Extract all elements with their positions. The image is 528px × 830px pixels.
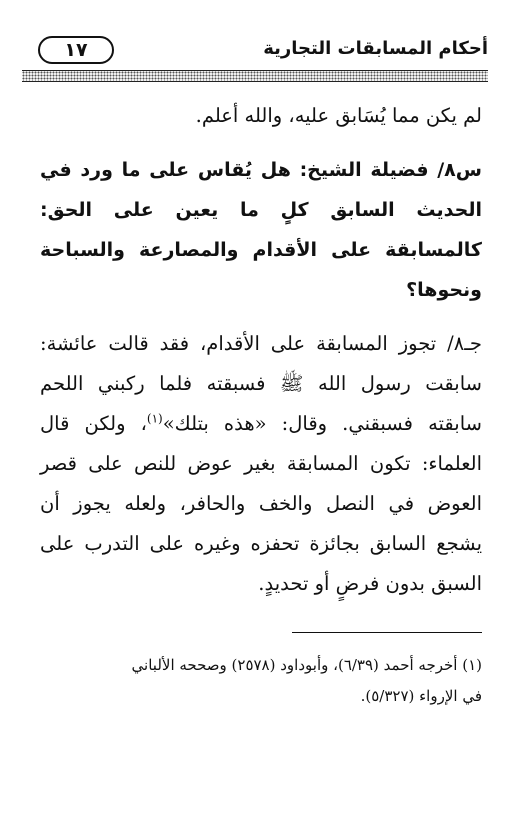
footnote-line: (١) أخرجه أحمد (٦/٣٩)، وأبوداود (٢٥٧٨) وصححه الألباني: [131, 656, 482, 674]
paragraph-gap: [40, 136, 482, 150]
answer-text: جـ٨/ تجوز المسابقة على الأقدام، فقد قالت عائشة: سابقت رسول الله ﷺ فسبقته فلما ركبني اللحم سابقته فسبقني. وقال: «هذه بتلك»: [40, 332, 482, 435]
footnote-reference: (١): [146, 411, 163, 426]
footnote-line: في الإرواء (٥/٣٢٧).: [360, 687, 482, 705]
intro-line: لم يكن مما يُسَابق عليه، والله أعلم.: [195, 104, 482, 127]
body-text: [40, 96, 482, 604]
page-header: [22, 30, 488, 74]
header-divider: [22, 70, 488, 82]
running-title: أحكام المسابقات التجارية: [263, 38, 488, 59]
footnote: [40, 650, 482, 712]
answer-text-continued: ، ولكن قال العلماء: تكون المسابقة بغير عوض للنص على قصر العوض في النصل والخف والحافر، ولعله يجوز أن يشجع السابق بجائزة تحفزه وغيره على التدرب على السبق بدون فرضٍ أو تحديدٍ.: [40, 412, 482, 595]
paragraph-gap: [40, 310, 482, 324]
footnote-divider: [292, 632, 482, 633]
question-paragraph: س٨/ فضيلة الشيخ: هل يُقاس على ما ورد في الحديث السابق كلٍ ما يعين على الحق: كالمسابقة على الأقدام والمصارعة والسباحة ونحوها؟: [40, 159, 482, 301]
page-number: ١٧: [38, 36, 114, 64]
answer-paragraph: [40, 324, 482, 604]
